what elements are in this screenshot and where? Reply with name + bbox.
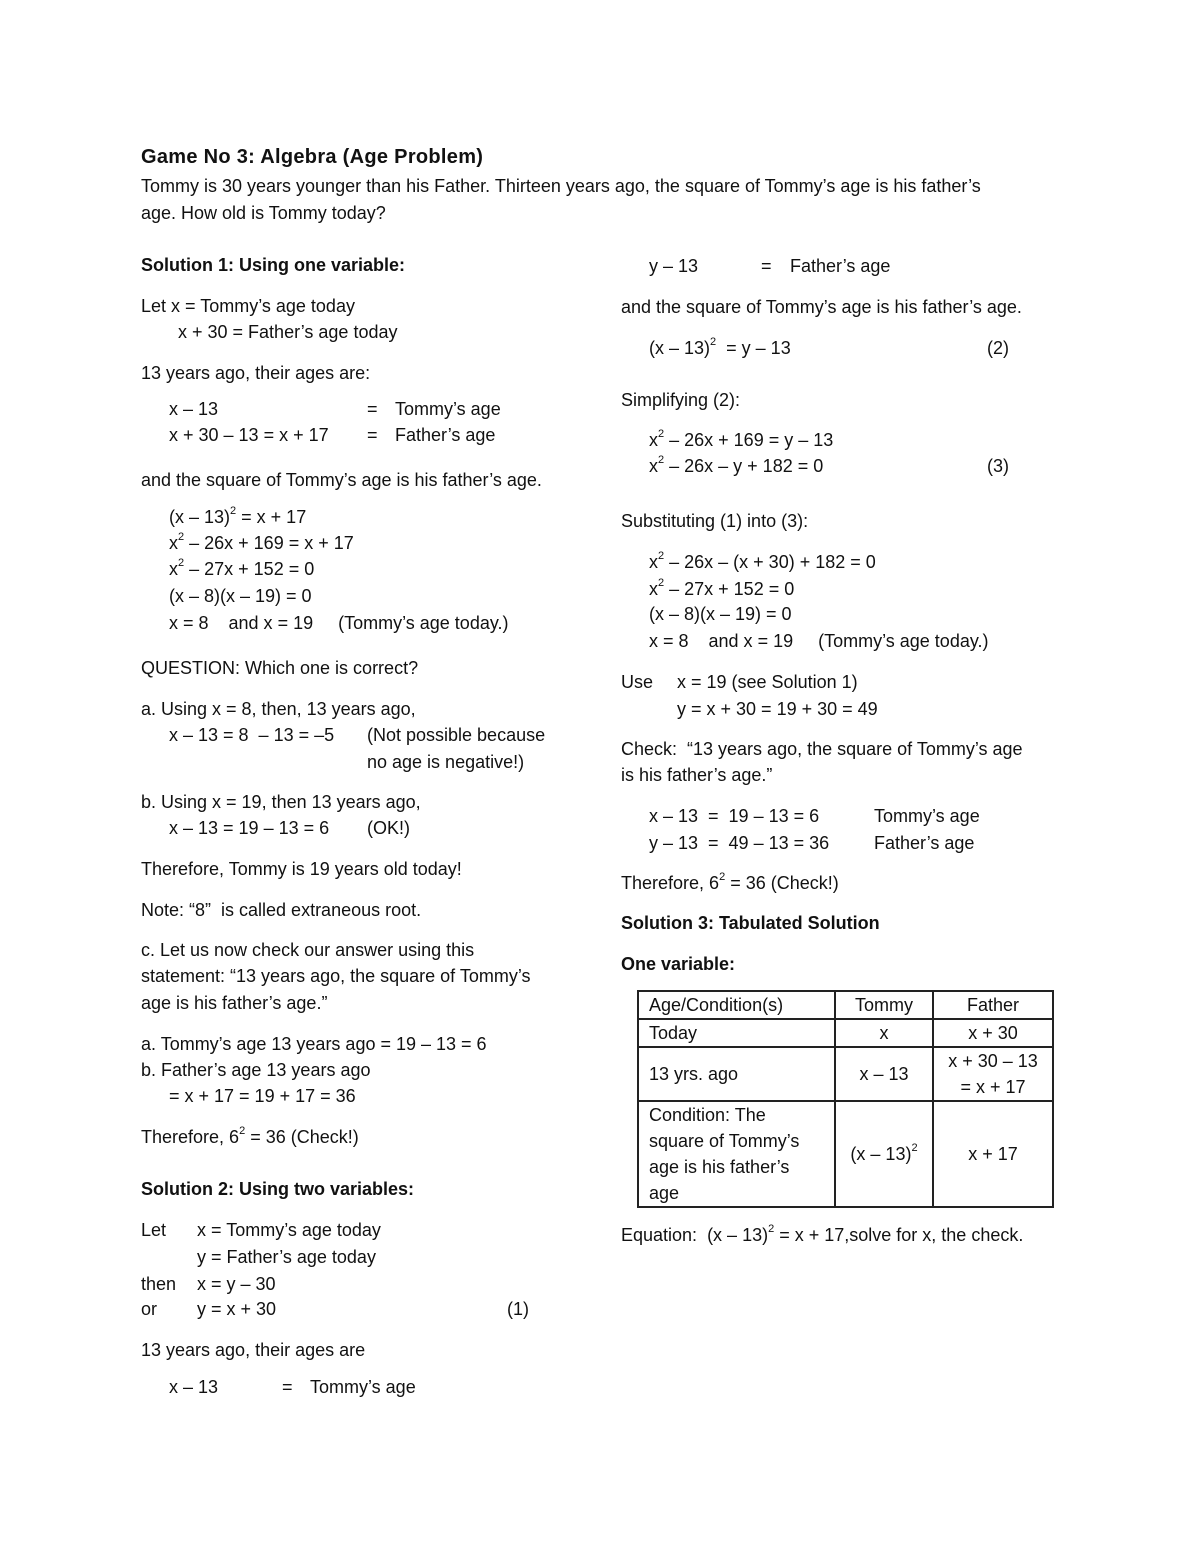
s1-equation: $x^2 - 27x + 152 = 0$ xyxy=(169,557,315,579)
s2-equation-3: $x^2 - 26x - y + 182 = 0$ xyxy=(649,454,824,476)
s2-check-calc: x – 13 = 19 – 13 = 6 xyxy=(649,806,820,826)
s2-check-result: Therefore, $6^2 = 36$ (Check!) xyxy=(621,871,839,893)
solution3-heading: Solution 3: Tabulated Solution xyxy=(621,913,880,933)
table-header: Father xyxy=(933,991,1053,1019)
s1-option-a-note: (Not possible because xyxy=(367,725,546,745)
s2-eq-number: (2) xyxy=(987,338,1009,358)
solution2-heading: Solution 2: Using two variables: xyxy=(141,1179,415,1199)
s2-ago-text: 13 years ago, their ages are xyxy=(141,1340,366,1360)
s1-row2-eq: = xyxy=(367,425,378,445)
s3-equation: Equation: (x – 13)$^2$ = x + 17,solve for x, the check. xyxy=(621,1223,1024,1245)
s1-row1-expr: x – 13 xyxy=(169,399,219,419)
s2-check-label: Tommy’s age xyxy=(874,806,980,826)
s2-let-x: x = Tommy’s age today xyxy=(197,1220,381,1240)
s2-row2-expr: y – 13 xyxy=(649,256,699,276)
s2-then-label: then xyxy=(141,1274,177,1294)
table-cell: Today xyxy=(638,1019,835,1047)
table-row xyxy=(638,1101,1053,1207)
s1-let-x: Let x = Tommy’s age today xyxy=(141,296,355,316)
s1-check-text: statement: “13 years ago, the square of Tommy’s xyxy=(141,966,531,986)
s1-row2-label: Father’s age xyxy=(395,425,496,445)
table-cell: x – 13 xyxy=(835,1047,933,1101)
s2-square-text: and the square of Tommy’s age is his father’s age. xyxy=(621,297,1022,317)
s1-let-father: x + 30 = Father’s age today xyxy=(178,322,398,342)
s1-note: Note: “8” is called extraneous root. xyxy=(141,900,422,920)
s1-check-b: b. Father’s age 13 years ago xyxy=(141,1060,371,1080)
s1-row1-eq: = xyxy=(367,399,378,419)
s2-row1-label: Tommy’s age xyxy=(310,1377,416,1397)
solution1-heading: Solution 1: Using one variable: xyxy=(141,255,406,275)
s1-equation: $x^2 - 26x + 169 = x + 17$ xyxy=(169,531,354,553)
s2-simplifying: Simplifying (2): xyxy=(621,390,741,410)
s1-conclusion: Therefore, Tommy is 19 years old today! xyxy=(141,859,462,879)
s1-question: QUESTION: Which one is correct? xyxy=(141,658,419,678)
s1-check-text: c. Let us now check our answer using this xyxy=(141,940,475,960)
intro-line: Tommy is 30 years younger than his Father. Thirteen years ago, the square of Tommy’s age is his father’s xyxy=(141,176,981,196)
s2-equation: x = 8 and x = 19 (Tommy’s age today.) xyxy=(649,631,989,651)
s2-row1-expr: x – 13 xyxy=(169,1377,219,1397)
s2-equation-2: (x – 13)$^2$ = y – 13 xyxy=(649,336,791,358)
table-cell: x + 30 – 13 = x + 17 xyxy=(933,1047,1053,1101)
s1-option-a: a. Using x = 8, then, 13 years ago, xyxy=(141,699,416,719)
s2-equation: (x – 8)(x – 19) = 0 xyxy=(649,604,792,624)
s2-check-text: is his father’s age.” xyxy=(621,765,773,785)
s2-or-label: or xyxy=(141,1299,158,1319)
s2-let-y: y = Father’s age today xyxy=(197,1247,376,1267)
table-row xyxy=(638,1047,1053,1101)
s2-equation: $x^2 - 27x + 152 = 0$ xyxy=(649,577,795,599)
table-header: Tommy xyxy=(835,991,933,1019)
s2-then-eq: x = y – 30 xyxy=(197,1274,276,1294)
s1-equation: (x – 13)$^2$ = x + 17 xyxy=(169,505,307,527)
s2-row1-eq: = xyxy=(282,1377,293,1397)
s1-check-text: age is his father’s age.” xyxy=(141,993,328,1013)
s2-let-label: Let xyxy=(141,1220,167,1240)
table-header: Age/Condition(s) xyxy=(638,991,835,1019)
s2-use-x: x = 19 (see Solution 1) xyxy=(677,672,858,692)
table-cell: x xyxy=(835,1019,933,1047)
s1-equation: x = 8 and x = 19 (Tommy’s age today.) xyxy=(169,613,509,633)
table-cell: (x – 13)$^2$ xyxy=(835,1101,933,1207)
s2-check-text: Check: “13 years ago, the square of Tommy’s age xyxy=(621,739,1023,759)
s1-check-a: a. Tommy’s age 13 years ago = 19 – 13 = 6 xyxy=(141,1034,487,1054)
s1-check-b-calc: = x + 17 = 19 + 17 = 36 xyxy=(169,1086,356,1106)
s1-check-result: Therefore, $6^2 = 36$ (Check!) xyxy=(141,1125,359,1147)
intro-line: age. How old is Tommy today? xyxy=(141,203,386,223)
s1-option-b-note: (OK!) xyxy=(367,818,410,838)
solution3-subheading: One variable: xyxy=(621,954,736,974)
s2-eq-number: (3) xyxy=(987,456,1009,476)
s1-option-a-calc: x – 13 = 8 – 13 = –5 xyxy=(169,725,335,745)
s2-eq-number: (1) xyxy=(507,1299,529,1319)
s2-or-eq: y = x + 30 xyxy=(197,1299,277,1319)
s1-option-a-note: no age is negative!) xyxy=(367,752,525,772)
table-cell: x + 30 xyxy=(933,1019,1053,1047)
s2-check-label: Father’s age xyxy=(874,833,975,853)
s1-row1-label: Tommy’s age xyxy=(395,399,501,419)
table-cell: x + 17 xyxy=(933,1101,1053,1207)
s2-check-calc: y – 13 = 49 – 13 = 36 xyxy=(649,833,830,853)
s1-option-b: b. Using x = 19, then 13 years ago, xyxy=(141,792,421,812)
s2-row2-eq: = xyxy=(761,256,772,276)
s1-equation: (x – 8)(x – 19) = 0 xyxy=(169,586,312,606)
table-cell: Condition: The square of Tommy’s age is his father’s age xyxy=(638,1101,835,1207)
s1-ago-text: 13 years ago, their ages are: xyxy=(141,363,371,383)
s1-option-b-calc: x – 13 = 19 – 13 = 6 xyxy=(169,818,330,838)
s2-use-label: Use xyxy=(621,672,654,692)
table-cell: 13 yrs. ago xyxy=(638,1047,835,1101)
s2-row2-label: Father’s age xyxy=(790,256,891,276)
age-table xyxy=(637,990,1054,1208)
page-title: Game No 3: Algebra (Age Problem) xyxy=(141,146,484,168)
s2-use-y: y = x + 30 = 19 + 30 = 49 xyxy=(677,699,878,719)
s2-equation: $x^2 - 26x - (x + 30) + 182 = 0$ xyxy=(649,550,876,572)
table-header-row xyxy=(638,991,1053,1019)
s2-substituting: Substituting (1) into (3): xyxy=(621,511,809,531)
s1-square-text: and the square of Tommy’s age is his father’s age. xyxy=(141,470,542,490)
table-row xyxy=(638,1019,1053,1047)
s2-equation: $x^2 - 26x + 169 = y - 13$ xyxy=(649,428,834,450)
s1-row2-expr: x + 30 – 13 = x + 17 xyxy=(169,425,329,445)
